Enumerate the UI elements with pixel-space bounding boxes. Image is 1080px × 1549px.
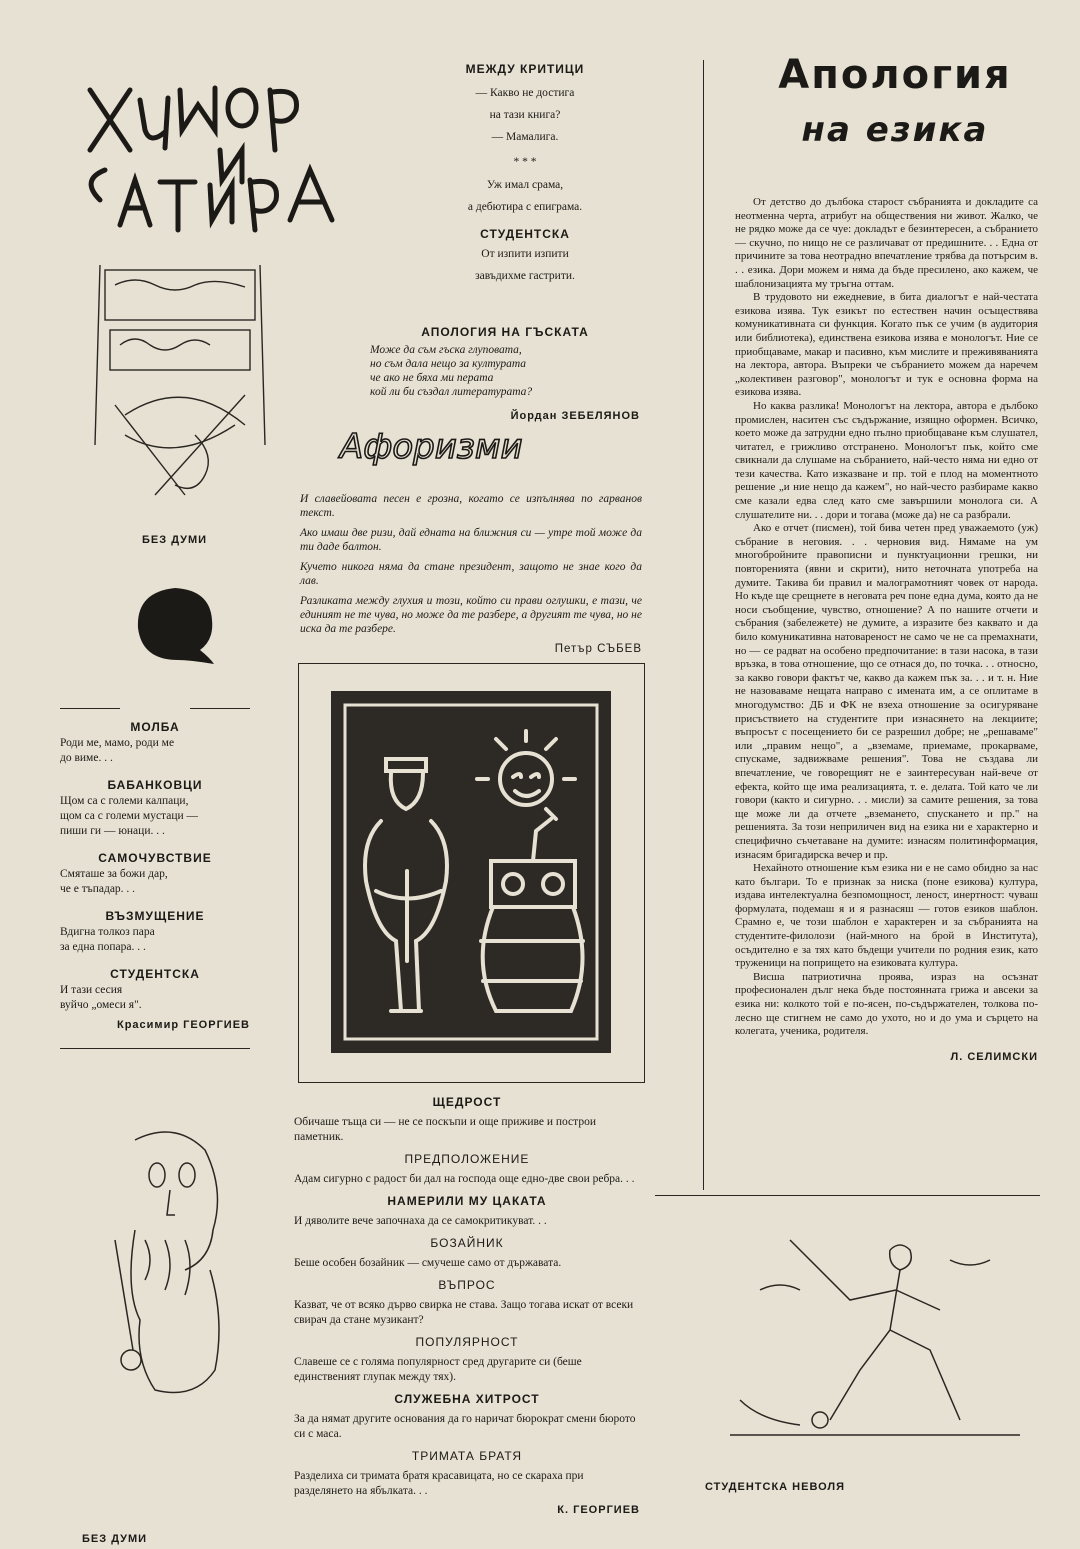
goose-block [370, 325, 640, 433]
poem-line: Вдигна толкоз пара [60, 926, 155, 938]
poem-line: за една попара. . . [60, 941, 146, 953]
masthead-lettering-icon [70, 70, 400, 240]
cartoon-man [95, 1120, 255, 1410]
poem-title: БАБАНКОВЦИ [107, 778, 203, 792]
article-paragraph: Но каква разлика! Монологът на лектора, автора е дълбоко промислен, наситен със съдържание, изящно оформен. Всичко, което може да затрудни едно пълно приобщаване към слушател, читател, е грижливо отстранено. Монологът пък, който сме свикнали да слушаме на събранието, най-често няма ни едно от тези качества. Като изказване и пр. той е плод на моментното решение „и ние нещо да кажем", но най-често разбираме какво сме казали едва след като сме завършили монолога си. А слушателите ни. . . дори и тогава (може да) не са разбрали. [735, 399, 1038, 521]
goose-line: че ако не бяха ми перата [370, 372, 494, 384]
text-line: — Мамалига. [491, 131, 559, 143]
stars: * * * [513, 156, 537, 168]
title-line2: на езика [801, 110, 989, 150]
col1-rule-bottom [60, 1048, 250, 1049]
text-line: От изпити изпити [481, 248, 569, 260]
joke-text: Разделиха си тримата братя красавицата, но се скараха при разделянето на ябълката. . . [294, 1470, 584, 1497]
poem-title: СТУДЕНТСКА [110, 967, 200, 981]
col3-article [735, 196, 1038, 1074]
jokes-author: К. ГЕОРГИЕВ [557, 1504, 640, 1516]
col2-top [410, 62, 640, 291]
cartoon2-caption: БЕЗ ДУМИ [82, 1533, 148, 1545]
joke-text: За да нямат другите основания да го наричат бюрократ смени бюрото си с маса. [294, 1413, 636, 1440]
woodcut-frame [298, 663, 645, 1083]
poem-title: МОЛБА [130, 720, 180, 734]
black-blob-icon [130, 580, 220, 670]
col3-title [760, 52, 1030, 172]
joke-text: Беше особен бозайник — смучеше само от държавата. [294, 1257, 562, 1269]
title-line1: Апология [778, 52, 1012, 98]
joke-title: ТРИМАТА БРАТЯ [411, 1449, 523, 1463]
poem-line: щом са с големи мустаци — [60, 810, 199, 822]
column-divider [703, 60, 704, 1190]
student-title: СТУДЕНТСКА [480, 227, 570, 241]
poem-title: ВЪЗМУЩЕНИЕ [105, 909, 205, 923]
aphorisms-title-text: Афоризми [340, 427, 523, 467]
aphorisms-title [330, 422, 580, 472]
col1-rule-top-a [60, 708, 120, 709]
aphorism: И славейовата песен е грозна, когато се изпълнява по гарванов текст. [300, 493, 642, 519]
joke-title: НАМЕРИЛИ МУ ЦАКАТА [387, 1194, 547, 1208]
poem-line: до виме. . . [60, 752, 113, 764]
cartoon3-caption: СТУДЕНТСКА НЕВОЛЯ [705, 1481, 846, 1493]
col3-rule [655, 1195, 1040, 1196]
aphorism: Ако имаш две ризи, дай едната на ближния си — утре той може да ти даде балтон. [300, 527, 642, 553]
joke-text: Казват, че от всяко дърво свирка не става. Защо тогава искат от всеки свирач да стане музикант? [294, 1299, 634, 1326]
masthead [70, 70, 400, 240]
bearded-man-sketch-icon [95, 1120, 255, 1410]
poems-author: Красимир ГЕОРГИЕВ [117, 1019, 250, 1031]
text-line: а дебютира с епиграма. [467, 201, 583, 213]
aphorisms [300, 492, 642, 662]
poem-line: Смяташе за божи дар, [60, 868, 168, 880]
woodcut-image [331, 691, 611, 1053]
poem-line: вуйчо „омеси я". [60, 999, 142, 1011]
text-line: Уж имал срама, [486, 179, 564, 191]
poem-line: Щом са с големи калпаци, [60, 795, 189, 807]
joke-text: И дяволите вече започнаха да се самокритикуват. . . [294, 1215, 547, 1227]
poem-title: САМОЧУВСТВИЕ [98, 851, 212, 865]
aphorisms-author: Петър СЪБЕВ [554, 643, 642, 655]
poem-line: пиши ги — юнаци. . . [60, 825, 165, 837]
article-paragraph: Нехайното отношение към езика ни е не само обидно за нас като българи. То е признак за ниска (поне езикова) култура, издава интелектуална безпомощност, леност, инертност: чуваш формулата, подемаш я и я разнасяш — готов езиков шаблон. Срамно е, че този шаблон е характерен и за събранията на студентите-филолози (най-много на брой в Института), осъдително е за тях като бъдещи учители по родния език, като труженици на попрището на езиковата култура. [735, 862, 1038, 970]
article-author: Л. СЕЛИМСКИ [950, 1050, 1038, 1063]
joke-title: ЩЕДРОСТ [432, 1095, 502, 1109]
col1-poems [60, 720, 250, 1042]
joke-title: ВЪПРОС [438, 1278, 496, 1292]
goose-line: кой ли би създал литературата? [370, 386, 533, 398]
article-paragraph: Ако е отчет (писмен), той бива четен пред уважаемото (уж) събрание в неговия. . . черновия вид. Нямаме на ум многобройните правописни и пунктуационни грешки, ни повторенията (явни и скрити), нито неточната употреба на думите. Такива би правил и малограмотният човек от народа. Но къде ще срещнете в неговата реч поне една дума, която да не носи съобщение, чувство, отношение? А по нашите отчети и събрания (забележете) не думите, а изразите без каквато и да било комуникативна натовареност не само че не са премахнати, но — се радват на особено предпочитание: в тази насока, в тази връзка, в това отношение, що се отнася до, по точка. . . относно, за какво говори фактът че, какво да кажем пък за. . . и т. н. Ние не назоваваме нещата направо с имената им, а се оплитаме в многодумство: ДБ и ФК не взеха отношение за осигуряване присъствието на студентите при изнасянето на лекциите; въпросът с посещението би се разрешил добре; не „решаваме" или „правим нещо", а „вземаме, приемаме, прокарваме, спускаме, задвижваме решения". Това не създава ли впечатление, че говорещият не е заинтересуван най-вече от ефекта, който ще има реализацията, т. е. делата. Той като че ли говори (както и сигурно. . . мисли) за самите решения, за това ще може ли да отчете „вземането, спускането и пр." на решенията. За този неприличен вид на езика ни е характерно и специфично съчетаване на думите: изнасям политинформация, изнасям бригадирска вечер и пр. [735, 522, 1038, 861]
text-line: на тази книга? [489, 109, 561, 121]
goose-title: АПОЛОГИЯ НА ГЪСКАТА [421, 325, 589, 339]
joke-title: ПРЕДПОЛОЖЕНИЕ [404, 1152, 530, 1166]
jokes [294, 1093, 640, 1527]
joke-text: Обичаше тъща си — не се поскъпи и още приживе и построи паметник. [294, 1116, 596, 1143]
criticism-title: МЕЖДУ КРИТИЦИ [465, 62, 585, 76]
text-line: завъдихме гастрити. [475, 270, 575, 282]
goose-line: но съм дала нещо за културата [370, 358, 527, 370]
student-sketch-icon [700, 1220, 1040, 1460]
chair-sketch-icon [85, 245, 275, 510]
joke-text: Славеше се с голяма популярност сред другарите си (беше единственият глупак между тях). [294, 1356, 582, 1383]
woodcut-man-and-robot-icon [331, 691, 611, 1053]
article-paragraph: Висша патриотична проява, израз на осъзнат професионален дълг нека бъде постоянната грижа и авсеки за езика ни: колкото той е по-ясен, по-съдържателен, толкова по-лесно ще стигнем не само до ухото, но и до ума и сърцето на колегата, ученика, родителя. [735, 970, 1038, 1038]
article-paragraph: В трудовото ни ежедневие, в бита диалогът е най-честата езикова изява. Тук езикът по естествен начин осъществява комуникативната си функция. Когато пък се учим (в аудитория или библиотека), единствена езикова изява е монологът. Ние се приобщаваме, макар и пасивно, към мислите и преживяванията на лектора, автора. Въпреки че събранието можем да наречем „колективен разговор", монологът и тук е основна форма на езикова изява. [735, 291, 1038, 399]
aphorisms-title-icon [330, 422, 580, 472]
cartoon1-caption: БЕЗ ДУМИ [142, 534, 208, 546]
joke-text: Адам сигурно с радост би дал на господа още едно-две свои ребра. . . [294, 1173, 635, 1185]
joke-title: СЛУЖЕБНА ХИТРОСТ [394, 1392, 540, 1406]
text-line: — Какво не достига [475, 87, 575, 99]
aphorism: Кучето никога няма да стане президент, защото не знае кого да лав. [300, 561, 642, 587]
poem-line: Роди ме, мамо, роди ме [60, 737, 175, 749]
joke-title: БОЗАЙНИК [430, 1236, 504, 1250]
goose-author: Йордан ЗЕБЕЛЯНОВ [510, 410, 640, 422]
cartoon-chair [85, 245, 275, 510]
joke-title: ПОПУЛЯРНОСТ [415, 1335, 519, 1349]
poem-line: И тази сесия [60, 984, 123, 996]
poem-line: че е тъпадар. . . [60, 883, 136, 895]
aphorism: Разликата между глухия и този, който си прави оглушки, е тази, че единият не те чува, но може да те разбере, а другият те чува, но не иска да те разбере. [300, 595, 642, 635]
col1-rule-top-b [190, 708, 250, 709]
cartoon-student [700, 1220, 1040, 1460]
article-paragraph: От детство до дълбока старост събранията и докладите са неотменна черта, атрибут на обществения ни живот. Жалко, че не рядко може да се чуе: докладът е безинтересен, а събранието — скучно, по нищо не се различават от предишните. . . Една от причините за това неотрадно впечатление трябва да потърсим в. . . езика. Дори можем и няма да бъде пресилено, ако кажем, че шаблонизацията му тръгна оттам. [735, 196, 1038, 290]
goose-line: Може да съм гъска глуповата, [370, 344, 522, 356]
